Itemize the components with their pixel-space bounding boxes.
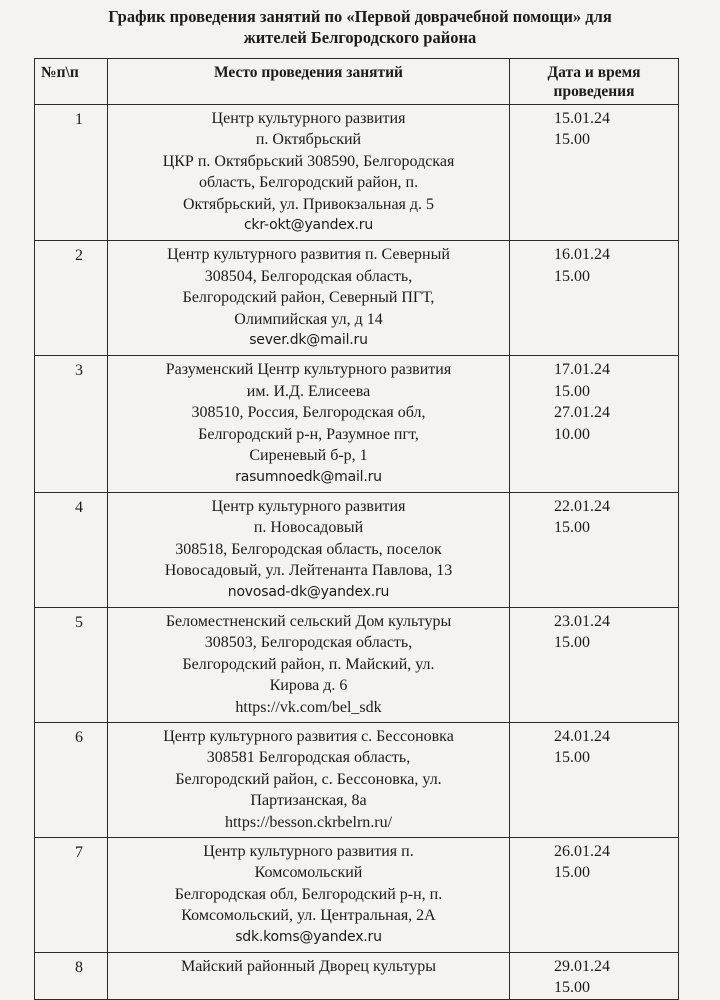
header-date xyxy=(510,59,679,105)
table-row xyxy=(35,105,679,241)
time-value: 15.00 xyxy=(554,979,590,997)
row-number: 3 xyxy=(35,356,108,492)
time-value: 15.00 xyxy=(554,131,590,149)
table-header-row xyxy=(35,59,679,105)
title-line-2: жителей Белгородского района xyxy=(243,28,477,47)
place-line: им. И.Д. Елисеева xyxy=(246,382,371,400)
header-place: Место проведения занятий xyxy=(108,59,510,105)
place-line: 308510, Россия, Белгородская обл, xyxy=(191,404,426,422)
time-value: 15.00 xyxy=(554,267,590,285)
row-place xyxy=(108,838,510,953)
row-date-time xyxy=(510,241,679,356)
table-row xyxy=(35,492,679,607)
document-title xyxy=(40,6,680,48)
place-line: Октябрьский, ул. Привокзальная д. 5 xyxy=(182,195,435,213)
date-value: 17.01.24 xyxy=(554,361,610,379)
time-value: 15.00 xyxy=(554,634,590,652)
place-line: Комсомольский, ул. Центральная, 2А xyxy=(181,907,436,925)
time-value: 15.00 xyxy=(554,382,590,400)
row-number: 7 xyxy=(35,838,108,953)
date-value: 15.01.24 xyxy=(554,110,610,127)
date-value: 23.01.24 xyxy=(554,612,610,630)
place-line: 308503, Белгородская область, xyxy=(204,634,413,652)
place-line: Центр культурного развития п. xyxy=(203,843,414,860)
date-value: 29.01.24 xyxy=(554,958,610,976)
place-line: Белгородская обл, Белгородский р-н, п. xyxy=(174,885,443,903)
date-value: 27.01.24 xyxy=(554,404,610,422)
place-email: novosad-dk@yandex.ru xyxy=(227,583,390,600)
table-row xyxy=(35,953,679,1000)
date-value: 26.01.24 xyxy=(554,843,610,860)
place-line: Белгородский р-н, Разумное пгт, xyxy=(198,425,419,443)
place-line: Белгородский район, Северный ПГТ, xyxy=(182,289,435,307)
place-line: Майский районный Дворец культуры xyxy=(180,958,437,976)
place-line: https://vk.com/bel_sdk xyxy=(235,698,382,716)
row-number: 8 xyxy=(35,953,108,1000)
place-line: Олимпийская ул, д 14 xyxy=(234,310,383,328)
title-line-1: График проведения занятий по «Первой доврачебной помощи» для xyxy=(108,7,612,26)
place-line: Центр культурного развития xyxy=(211,110,406,127)
place-email: sever.dk@mail.ru xyxy=(249,332,368,349)
row-place xyxy=(108,607,510,722)
header-date-line-1: Дата и время xyxy=(547,64,641,81)
place-line: Белгородский район, с. Бессоновка, ул. xyxy=(175,770,442,788)
row-date-time xyxy=(510,953,679,1000)
row-place xyxy=(108,241,510,356)
time-value: 10.00 xyxy=(554,425,590,443)
place-email: ckr-okt@yandex.ru xyxy=(243,217,374,234)
row-number: 1 xyxy=(35,105,108,241)
table-row xyxy=(35,607,679,722)
table-row xyxy=(35,722,679,837)
row-place xyxy=(108,492,510,607)
table-row xyxy=(35,838,679,953)
table-row xyxy=(35,241,679,356)
date-value: 16.01.24 xyxy=(554,246,610,264)
time-value: 15.00 xyxy=(554,519,590,537)
place-line: ЦКР п. Октябрьский 308590, Белгородская xyxy=(162,152,455,170)
place-line: Кирова д. 6 xyxy=(269,677,348,695)
place-line: 308504, Белгородская область, xyxy=(204,267,413,285)
row-date-time xyxy=(510,492,679,607)
row-place xyxy=(108,105,510,241)
table-row xyxy=(35,356,679,492)
row-place xyxy=(108,722,510,837)
place-line: Сиреневый б-р, 1 xyxy=(249,447,368,465)
header-date-line-2: проведения xyxy=(553,83,635,100)
time-value: 15.00 xyxy=(554,749,590,767)
place-line: Новосадовый, ул. Лейтенанта Павлова, 13 xyxy=(164,562,453,580)
row-number: 5 xyxy=(35,607,108,722)
date-value: 24.01.24 xyxy=(554,727,610,745)
place-line: Центр культурного развития xyxy=(211,497,406,515)
place-line: Центр культурного развития п. Северный xyxy=(167,246,450,264)
place-email: rasumnoedk@mail.ru xyxy=(235,468,382,485)
place-line: 308581 Белгородская область, xyxy=(206,749,411,767)
row-date-time xyxy=(510,838,679,953)
place-line: п. Новосадовый xyxy=(253,519,364,537)
date-value: 22.01.24 xyxy=(554,497,610,515)
schedule-table xyxy=(34,58,679,1000)
place-email: sdk.koms@yandex.ru xyxy=(235,928,382,945)
header-number: №п\п xyxy=(35,59,108,105)
row-date-time xyxy=(510,356,679,492)
place-line: Белгородский район, п. Майский, ул. xyxy=(182,655,435,673)
place-line: область, Белгородский район, п. xyxy=(198,174,419,192)
place-line: https://besson.ckrbelrn.ru/ xyxy=(224,813,393,831)
row-date-time xyxy=(510,105,679,241)
place-line: Партизанская, 8а xyxy=(250,792,367,810)
row-number: 4 xyxy=(35,492,108,607)
row-place xyxy=(108,356,510,492)
row-place xyxy=(108,953,510,1000)
row-date-time xyxy=(510,722,679,837)
row-number: 6 xyxy=(35,722,108,837)
place-line: Комсомольский xyxy=(254,864,363,882)
place-line: Беломестненский сельский Дом культуры xyxy=(165,612,452,630)
place-line: п. Октябрьский xyxy=(255,131,362,149)
place-line: 308518, Белгородская область, поселок xyxy=(175,540,442,558)
place-line: Центр культурного развития с. Бессоновка xyxy=(163,727,454,745)
row-date-time xyxy=(510,607,679,722)
place-line: Разуменский Центр культурного развития xyxy=(165,361,452,379)
time-value: 15.00 xyxy=(554,864,590,882)
row-number: 2 xyxy=(35,241,108,356)
